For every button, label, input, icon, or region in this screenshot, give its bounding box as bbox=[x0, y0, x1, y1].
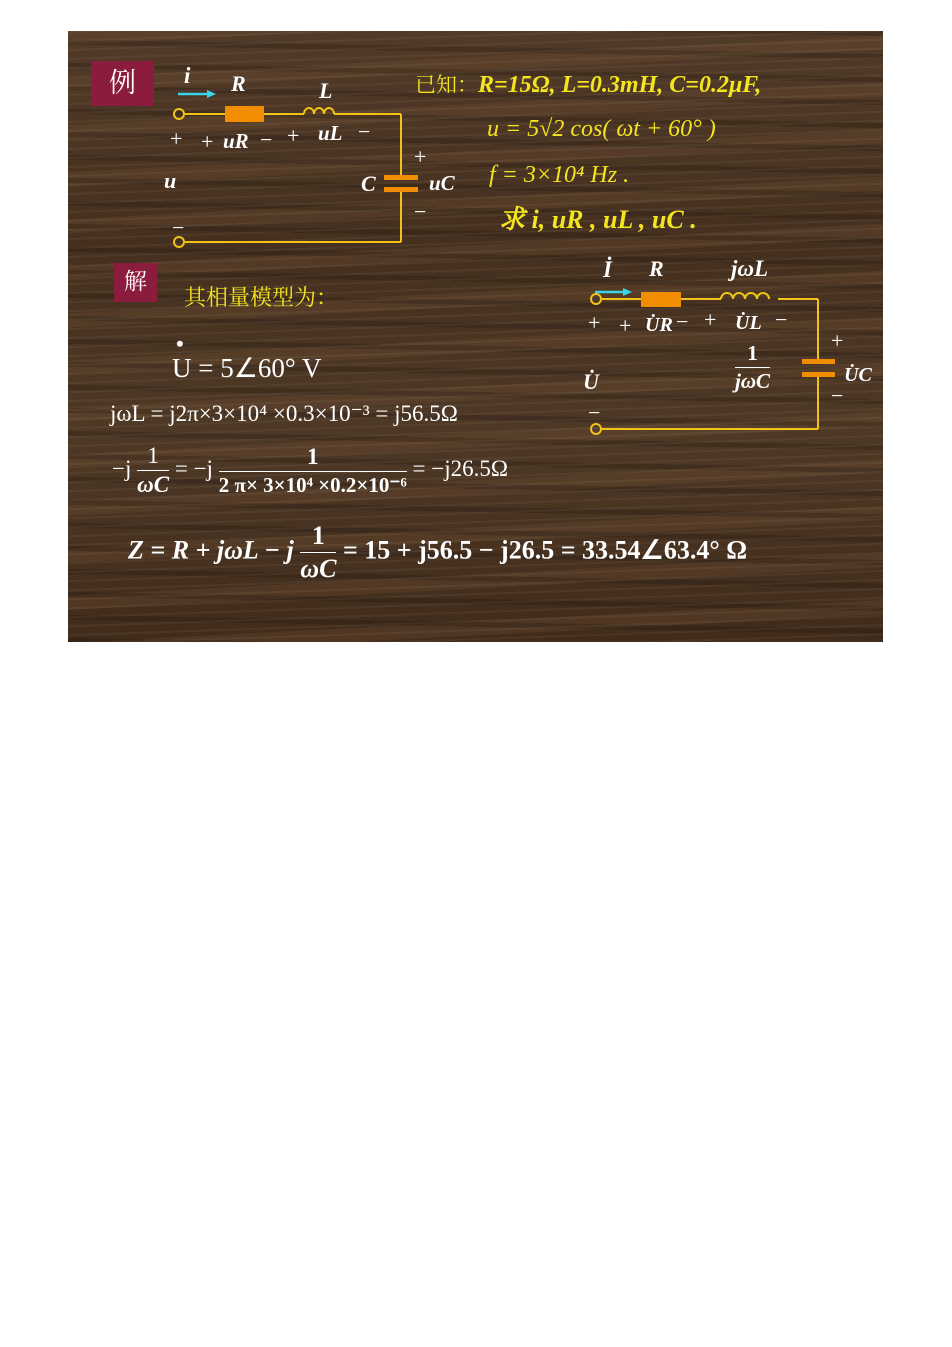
voltage-phasor-equation: U = 5∠60° V bbox=[172, 353, 322, 383]
capacitor-plate-bottom bbox=[384, 187, 418, 192]
inductor-label: L bbox=[319, 78, 333, 103]
f-expression: f = 3×10⁴ Hz . bbox=[489, 162, 630, 188]
resistor-minus: − bbox=[260, 127, 273, 152]
current-arrow-icon bbox=[178, 90, 216, 98]
impedance-equation bbox=[128, 521, 747, 584]
resistor-voltage-label: uR bbox=[223, 129, 249, 153]
u-expression: u = 5√2 cos( ωt + 60° ) bbox=[487, 116, 716, 142]
solution-intro: 其相量模型为： bbox=[184, 286, 339, 311]
current-arrow-icon-2 bbox=[595, 288, 632, 296]
capacitor-minus: − bbox=[414, 199, 427, 224]
capacitor-plus-2: + bbox=[831, 328, 844, 353]
current-label: i bbox=[184, 63, 191, 88]
cap-eq-lhs: −j bbox=[112, 455, 132, 481]
capacitor-plus: + bbox=[414, 144, 427, 169]
source-plus: + bbox=[170, 126, 183, 151]
cap-eq-frac1-num: 1 bbox=[137, 443, 169, 471]
terminal-top-icon-2 bbox=[591, 294, 601, 304]
given-values: R=15Ω, L=0.3mH, C=0.2μF, bbox=[478, 72, 762, 98]
given-line bbox=[415, 69, 761, 99]
phasor-current-label: İ bbox=[603, 257, 612, 282]
resistor-icon bbox=[225, 106, 264, 122]
inductor-phasor-voltage-label: U̇L bbox=[735, 312, 762, 334]
capacitor-plate-top bbox=[384, 175, 418, 180]
given-prefix: 已知： bbox=[415, 73, 478, 97]
resistor-label-2: R bbox=[649, 256, 664, 281]
resistor-phasor-voltage-label: U̇R bbox=[645, 314, 673, 336]
cap-eq-mid: = −j bbox=[174, 455, 213, 481]
inductor-plus: + bbox=[287, 123, 300, 148]
z-eq-fraction bbox=[300, 521, 336, 584]
cap-eq-fraction-1 bbox=[137, 443, 169, 498]
cap-eq-fraction-2 bbox=[219, 444, 407, 498]
capacitor-minus-2: − bbox=[831, 383, 844, 408]
capacitor-voltage-label: uC bbox=[429, 171, 455, 195]
z-eq-frac-den: ωC bbox=[300, 554, 337, 583]
inductive-reactance-equation: jωL = j2π×3×10⁴ ×0.3×10⁻³ = j56.5Ω bbox=[110, 401, 458, 426]
resistor-minus-2: − bbox=[676, 309, 689, 334]
solution-badge: 解 bbox=[114, 263, 157, 302]
capacitor-reactance-fraction bbox=[735, 341, 770, 394]
inductor-plus-2: + bbox=[704, 307, 717, 332]
slide bbox=[68, 31, 883, 642]
source-minus: − bbox=[172, 215, 185, 240]
capacitor-plate-top-2 bbox=[802, 359, 835, 364]
source-phasor-voltage-label: U̇ bbox=[583, 369, 599, 394]
source-plus-2: + bbox=[588, 310, 601, 335]
inductor-label-2: jωL bbox=[731, 256, 769, 281]
cap-eq-frac2-den: 2 π× 3×10⁴ ×0.2×10⁻⁶ bbox=[218, 472, 407, 497]
find-line: 求 i, uR , uL , uC . bbox=[499, 205, 697, 234]
example-badge: 例 bbox=[91, 61, 154, 106]
capacitor-phasor-voltage-label: U̇C bbox=[844, 364, 872, 386]
capacitor-plate-bottom-2 bbox=[802, 372, 835, 377]
source-minus-2: − bbox=[588, 400, 601, 425]
inductor-minus: − bbox=[358, 119, 371, 144]
cap-eq-rhs: = −j26.5Ω bbox=[412, 455, 508, 481]
z-eq-frac-num: 1 bbox=[300, 521, 336, 553]
terminal-top-icon bbox=[174, 109, 184, 119]
z-eq-lhs: Z = R + jωL − j bbox=[128, 535, 294, 565]
resistor-icon-2 bbox=[641, 292, 681, 307]
capacitive-reactance-equation bbox=[112, 443, 508, 498]
resistor-plus: + bbox=[201, 129, 214, 154]
capacitor-label: C bbox=[361, 171, 376, 196]
inductor-minus-2: − bbox=[775, 307, 788, 332]
cap-reactance-den: jωC bbox=[735, 369, 771, 393]
resistor-plus-2: + bbox=[619, 313, 632, 338]
z-eq-rhs: = 15 + j56.5 − j26.5 = 33.54∠63.4° Ω bbox=[342, 535, 748, 565]
resistor-label: R bbox=[231, 71, 246, 96]
source-voltage-label: u bbox=[164, 168, 177, 193]
phasor-dot: • bbox=[176, 331, 184, 356]
cap-eq-frac1-den: ωC bbox=[137, 472, 170, 497]
capacitor-reactance-label bbox=[735, 341, 770, 394]
cap-reactance-num: 1 bbox=[735, 341, 770, 368]
cap-eq-frac2-num: 1 bbox=[219, 444, 407, 472]
inductor-voltage-label: uL bbox=[318, 121, 343, 145]
